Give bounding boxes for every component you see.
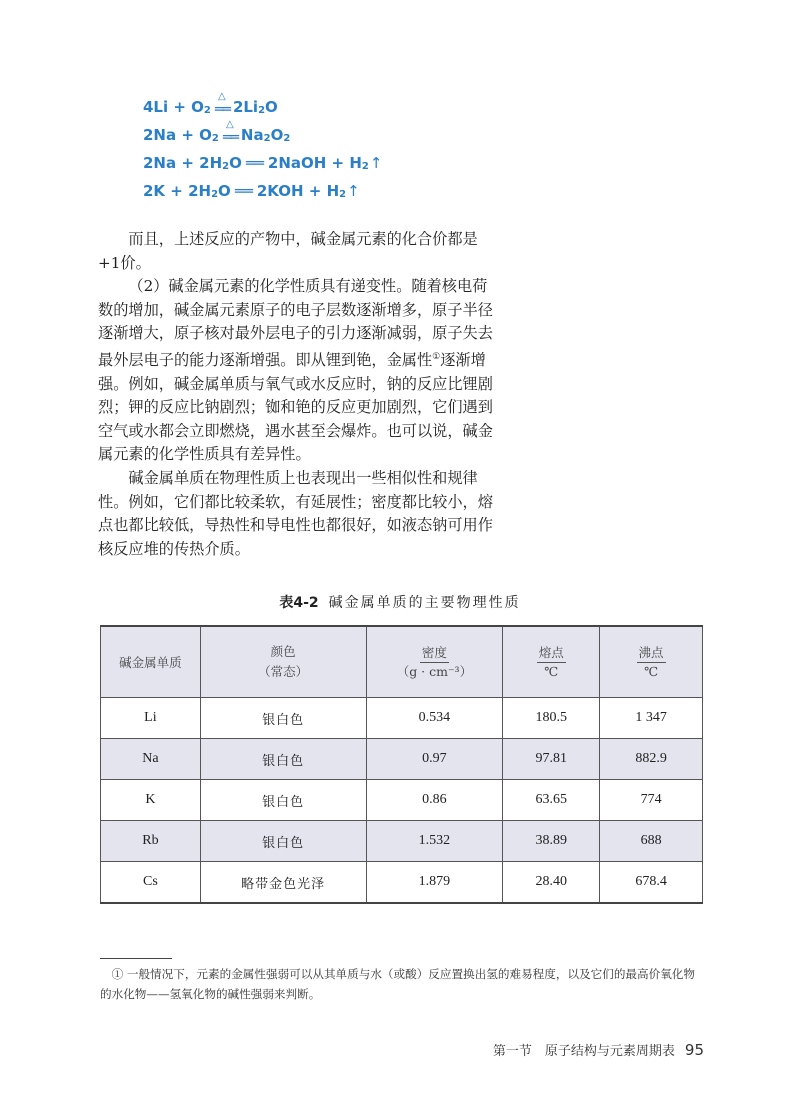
equation-3 xyxy=(143,144,382,172)
cell-melting: 28.40 xyxy=(503,862,600,904)
table-row xyxy=(101,862,703,904)
eq1-lhs-sub: 2 xyxy=(203,105,211,116)
cell-boiling: 1 347 xyxy=(600,698,703,739)
cell-density: 1.532 xyxy=(366,821,503,862)
eq2-rhs: Na xyxy=(240,126,264,144)
equation-4 xyxy=(143,172,382,200)
eq3-rhs-sub: 2 xyxy=(361,161,369,172)
cell-melting: 180.5 xyxy=(503,698,600,739)
footnote-text: ① 一般情况下，元素的金属性强弱可以从其单质与水（或酸）反应置换出氢的难易程度，以及它们的最高价氧化物的水化物——氢氧化物的碱性强弱来判断。 xyxy=(100,967,695,1001)
eq2-rhs-mid: O xyxy=(270,126,284,144)
cell-element: Li xyxy=(101,698,201,739)
table-row xyxy=(101,780,703,821)
body-paragraphs xyxy=(98,228,498,561)
cell-density: 1.879 xyxy=(366,862,503,904)
eq4-rhs-sub: 2 xyxy=(339,189,347,200)
paragraph-2-cont: 逐渐增强。例如，碱金属单质与氧气或水反应时，钠的反应比锂剧烈；钾的反应比钠剧烈；铷和铯的反应更加剧烈，它们遇到空气或水都会立即燃烧，遇水甚至会爆炸。也可以说，碱金属元素的化学性质具有差异性。 xyxy=(98,351,493,464)
table-caption-number: 表4-2 xyxy=(279,595,319,611)
eq2-lhs-sub: 2 xyxy=(211,133,219,144)
cell-color: 略带金色光泽 xyxy=(200,862,366,904)
eq2-condition-sign: △ ══ xyxy=(222,119,237,146)
paragraph-2-text: （2）碱金属元素的化学性质具有递变性。随着核电荷数的增加，碱金属元素原子的电子层数逐渐增多，原子半径逐渐增大，原子核对最外层电子的引力逐渐减弱，原子失去最外层电子的能力逐渐增强。即从锂到铯，金属性 xyxy=(98,277,493,370)
cell-boiling: 688 xyxy=(600,821,703,862)
header-boiling-top: 沸点 xyxy=(637,644,666,663)
eq1-condition: △ xyxy=(218,91,226,102)
header-density-top: 密度 xyxy=(420,644,449,663)
eq3-lhs: 2Na + 2H xyxy=(143,154,223,172)
cell-boiling: 774 xyxy=(600,780,703,821)
cell-color: 银白色 xyxy=(200,739,366,780)
cell-color: 银白色 xyxy=(200,780,366,821)
eq3-lhs-tail: O xyxy=(229,154,242,172)
cell-density: 0.534 xyxy=(366,698,503,739)
footnote-divider xyxy=(100,958,172,959)
header-color xyxy=(200,626,366,698)
eq1-rhs-sub: 2 xyxy=(258,105,266,116)
footer-section-title: 第一节 原子结构与元素周期表 xyxy=(492,1044,675,1059)
cell-melting: 38.89 xyxy=(503,821,600,862)
cell-element: Na xyxy=(101,739,201,780)
cell-element: Cs xyxy=(101,862,201,904)
cell-boiling: 678.4 xyxy=(600,862,703,904)
paragraph-3: 碱金属单质在物理性质上也表现出一些相似性和规律性。例如，它们都比较柔软，有延展性；密度都比较小，熔点也都比较低，导热性和导电性也都很好，如液态钠可用作核反应堆的传热介质。 xyxy=(98,469,493,558)
table-row xyxy=(101,698,703,739)
table-row xyxy=(101,821,703,862)
eq4-lhs-tail: O xyxy=(218,182,231,200)
table-row xyxy=(101,739,703,780)
paragraph-2 xyxy=(98,275,498,467)
page-number: 95 xyxy=(684,1041,704,1059)
header-density-unit: （g · cm⁻³） xyxy=(396,663,473,679)
cell-density: 0.86 xyxy=(366,780,503,821)
eq4-rhs: 2KOH + H xyxy=(256,182,340,200)
equation-2 xyxy=(143,116,382,144)
equation-1 xyxy=(143,88,382,116)
eq2-lhs: 2Na + O xyxy=(143,126,212,144)
eq4-lhs: 2K + 2H xyxy=(143,182,212,200)
header-color-line2: （常态） xyxy=(258,664,309,679)
header-element: 碱金属单质 xyxy=(101,626,201,698)
equations-block xyxy=(143,88,382,200)
eq2-rhs-sub2: 2 xyxy=(283,133,291,144)
eq2-condition: △ xyxy=(226,119,234,130)
footnote xyxy=(100,964,702,1004)
page-footer xyxy=(493,1040,704,1059)
eq3-equals-sign: ══ xyxy=(245,154,264,172)
header-melting-unit: ℃ xyxy=(544,663,559,679)
header-density xyxy=(366,626,503,698)
eq2-rhs-sub1: 2 xyxy=(263,133,271,144)
alkali-metal-properties-table xyxy=(100,625,703,904)
cell-element: K xyxy=(101,780,201,821)
eq1-lhs: 4Li + O xyxy=(143,98,204,116)
eq1-condition-sign: △ ══ xyxy=(214,91,229,118)
cell-density: 0.97 xyxy=(366,739,503,780)
cell-color: 银白色 xyxy=(200,821,366,862)
table-header-row xyxy=(101,626,703,698)
cell-melting: 97.81 xyxy=(503,739,600,780)
eq1-rhs: 2Li xyxy=(232,98,259,116)
cell-element: Rb xyxy=(101,821,201,862)
cell-color: 银白色 xyxy=(200,698,366,739)
header-melting-top: 熔点 xyxy=(537,644,566,663)
cell-melting: 63.65 xyxy=(503,780,600,821)
eq4-equals-sign: ══ xyxy=(234,182,253,200)
gas-arrow-icon: ↑ xyxy=(369,154,383,172)
header-boiling xyxy=(600,626,703,698)
header-melting xyxy=(503,626,600,698)
eq1-rhs-tail: O xyxy=(265,98,278,116)
header-boiling-unit: ℃ xyxy=(644,663,659,679)
gas-arrow-icon: ↑ xyxy=(347,182,360,200)
table-caption-text: 碱金属单质的主要物理性质 xyxy=(328,595,521,611)
eq3-rhs: 2NaOH + H xyxy=(267,154,362,172)
footnote-ref: ① xyxy=(432,351,441,362)
paragraph-1: 而且，上述反应的产物中，碱金属元素的化合价都是+1价。 xyxy=(98,230,478,272)
eq4-lhs-sub: 2 xyxy=(211,189,219,200)
header-color-line1: 颜色 xyxy=(270,644,296,659)
cell-boiling: 882.9 xyxy=(600,739,703,780)
table-caption xyxy=(0,592,800,612)
eq3-lhs-sub: 2 xyxy=(222,161,230,172)
